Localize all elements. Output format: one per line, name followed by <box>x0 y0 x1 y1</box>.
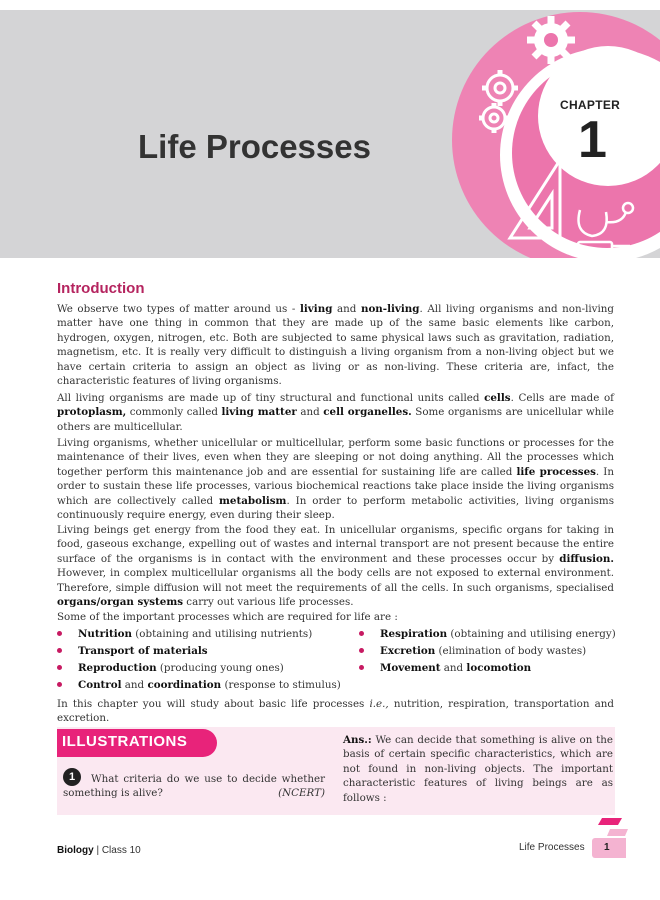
list-item <box>57 678 341 692</box>
gear-icon <box>527 16 575 64</box>
paragraph: Living organisms, whether unicellular or multicellular, perform some basic functions or processes for the maintenance of their lives, even when they are sleeping or not doing anything. All the processes which together perform this maintenance job and are essential for sustaining life are called life processes. In order to sustain these life processes, various biochemical reactions take place inside the living organisms which are collectively called metabolism. In order to perform metabolic activities, living organisms continuously require energy, even during their sleep. <box>57 437 614 522</box>
chapter-number: 1 <box>578 111 607 169</box>
paragraph: In this chapter you will study about basic life processes i.e., nutrition, respiration, transportation and excretion. <box>57 698 614 725</box>
list-item-text: Nutrition (obtaining and utilising nutrients) <box>78 628 313 640</box>
list-item-text: Excretion (elimination of body wastes) <box>380 645 587 657</box>
syringe-icon <box>566 240 630 252</box>
question-text <box>63 772 325 801</box>
list-item-text: Control and coordination (response to stimulus) <box>78 679 341 691</box>
list-item <box>359 661 531 675</box>
list-item-text: Transport of materials <box>78 645 208 657</box>
question-number-badge: 1 <box>63 768 81 786</box>
list-item <box>359 627 616 641</box>
footer-subject-name: Biology <box>57 845 94 856</box>
question-body: What criteria do we use to decide whether something is alive? <box>63 773 325 800</box>
paragraph: All living organisms are made up of tiny structural and functional units called cells. Cells are made of protoplasm, commonly called living matter and cell organelles. Some organisms are unicellular while others are multicellular. <box>57 392 614 433</box>
footer-chapter-name: Life Processes <box>519 842 585 853</box>
list-item-text: Movement and locomotion <box>380 662 532 674</box>
bullet-icon <box>57 665 62 670</box>
list-item <box>57 661 284 675</box>
question-reference: (NCERT) <box>278 787 325 800</box>
list-item-text: Reproduction (producing young ones) <box>78 662 284 674</box>
bullet-icon <box>359 648 364 653</box>
footer-class: Class 10 <box>101 845 141 856</box>
bullet-icon <box>57 631 62 636</box>
section-heading-introduction: Introduction <box>57 280 145 297</box>
list-item <box>359 644 586 658</box>
gear-icon <box>479 103 509 133</box>
list-item <box>57 627 312 641</box>
bullet-icon <box>57 682 62 687</box>
list-item <box>57 644 208 658</box>
gear-icon <box>482 70 518 106</box>
footer-decoration <box>598 818 628 840</box>
page-title: Life Processes <box>138 128 371 165</box>
paragraph: Some of the important processes which are required for life are : <box>57 611 398 623</box>
footer-separator: | <box>93 845 102 856</box>
bullet-icon <box>57 648 62 653</box>
chapter-label: CHAPTER <box>560 98 621 112</box>
illustrations-label: ILLUSTRATIONS <box>62 733 188 750</box>
paragraph: We observe two types of matter around us - living and non-living. All living organisms and non-living matter have one thing in common that they are made up of the same basic elements like carbon, hydrogen, oxygen, nitrogen, etc. Both are subjected to same physical laws such as gravitation, radiation, magnetism, etc. It is really very difficult to distinguish a living organism from a non-living object but we have certain criteria to assign an object as living or as non-living. These criteria are, infact, the characteristic features of living organisms. <box>57 303 614 388</box>
stethoscope-icon <box>579 203 634 236</box>
list-item-text: Respiration (obtaining and utilising energy) <box>380 628 616 640</box>
paragraph: Living beings get energy from the food they eat. In unicellular organisms, specific organs for taking in food, gaseous exchange, expelling out of wastes and internal transport are not present because the entire surface of the organisms is in contact with the environment and these processes occur by diffusion. However, in complex multicellular organisms all the body cells are not exposed to external environment. Therefore, simple diffusion will not meet the requirements of all the cells. In such organisms, specialised organs/organ systems carry out various life processes. <box>57 524 614 609</box>
page-number: 1 <box>604 842 610 853</box>
footer-subject <box>57 845 141 856</box>
answer-text: Ans.: We can decide that something is alive on the basis of certain specific characteristics, which are not found in non-living objects. The important characteristic features of living beings are as follows : <box>343 734 613 804</box>
bullet-icon <box>359 631 364 636</box>
bullet-icon <box>359 665 364 670</box>
set-square-icon <box>510 160 560 238</box>
